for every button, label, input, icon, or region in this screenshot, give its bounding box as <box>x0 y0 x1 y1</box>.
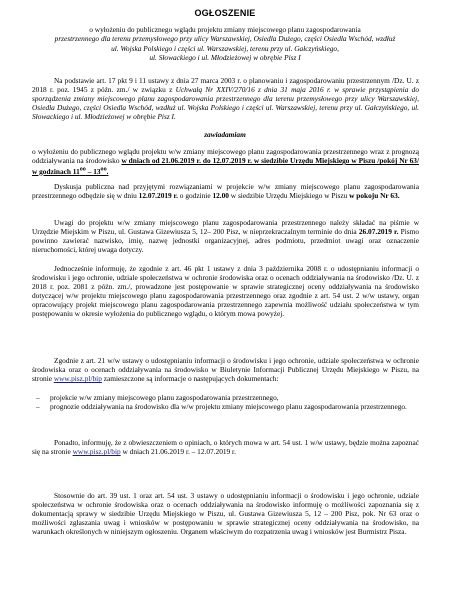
opinions-bip-link[interactable]: www.pisz.pl/bip <box>72 447 121 457</box>
debate-text-1: Dyskusja publiczna nad przyjętymi rozwiązaniami w projekcie w/w zmiany miejscowego planu zagospodarowania przestrzennego odbędzie się w dniu <box>32 182 419 201</box>
list-item-text: prognozie oddziaływania na środowisko dla w/w projektu zmiany miejscowego planu zagospodarowania przestrzennego. <box>50 402 407 412</box>
bip-info-paragraph <box>32 356 419 383</box>
comments-text-2: Pismo powinno zawierać nazwisko, imię, nazwę jednostki organizacyjnej, adres podmiotu, przedmiot uwagi oraz oznaczenie nieruchomości, której uwaga dotyczy. <box>32 227 419 255</box>
public-debate-paragraph <box>32 182 419 200</box>
debate-date: 12.07.2019 r. <box>138 191 178 201</box>
exhibition-hour-end-sup: oo <box>100 166 107 173</box>
document-subject <box>38 25 412 63</box>
bip-link[interactable]: www.pisz.pl/bip <box>53 374 102 384</box>
list-dash: – <box>36 402 40 412</box>
exhibition-dates-text: w dniach od 21.06.2019 r. do 12.07.2019 r. w siedzibie Urzędu Miejskiego w Piszu /pokój Nr 63/ w godzinach 11 <box>32 156 419 176</box>
resolution-reference: Uchwałą Nr XXIV/270/16 z dnia 31 maja 2016 r. w sprawie przystąpienia do sporządzenia zmiany miejscowego planu zagospodarowania przestrzennego dla terenu przemysłowego przy ulicy Warszawskiej, Osiedla Dużego, części Osiedla Wschód, wzdłuż ul. Wojska Polskiego i części ul. Warszawskiej, terenu przy ul. Gałczyńskiego, ul. Słowackiego i ul. Młodzieżowej w obrębie Pisz I. <box>32 85 419 122</box>
list-item <box>36 402 419 411</box>
subject-line-2: przestrzennego dla terenu przemysłowego przy ulicy Warszawskiej, Osiedla Dużego, części Osiedla Wschód, wzdłuż <box>54 34 396 44</box>
exhibition-hour-sep: – 13 <box>85 166 101 176</box>
document-title: OGŁOSZENIE <box>194 8 256 18</box>
legal-basis-paragraph <box>32 76 419 121</box>
debate-room: w pokoju Nr 63. <box>349 191 400 201</box>
list-item-text: projekcie w/w zmiany miejscowego planu zagospodarowania przestrzennego, <box>50 393 279 402</box>
opinions-text-1: Ponadto, informuję, że z obwieszczeniem o opiniach, o których mowa w art. 54 ust. 1 w/w ustawy, będzie można zapoznać się na stronie <box>32 438 419 457</box>
bip-info-text-1: Zgodnie z art. 21 w/w ustawy o udostępnianiu informacji o środowisku i jego ochronie, udziale społeczeństwa w ochronie środowiska oraz o ocenach oddziaływania na środowisko w Biuletynie Informacji Publicznej Urzędu Miejskiego w Piszu, na stronie <box>32 356 419 384</box>
exhibition-hour-start-sup: oo <box>79 166 86 173</box>
bip-info-text-2: zamieszczone są informacje o następujących dokumentach: <box>101 374 279 384</box>
exhibition-paragraph <box>32 147 419 176</box>
debate-text-2: o godzinie <box>177 191 213 201</box>
comments-deadline: 26.07.2019 r. <box>358 227 399 237</box>
debate-time: 12.00 <box>212 191 229 201</box>
debate-text-3: w siedzibie Urzędu Miejskiego w Piszu <box>228 191 350 201</box>
exhibition-dates-end: . <box>106 166 109 176</box>
opinions-notice-paragraph <box>32 438 419 456</box>
list-dash: – <box>36 393 40 402</box>
subject-line-4: ul. Słowackiego i ul. Młodzieżowej w obrębie Pisz I <box>149 53 301 63</box>
subject-line-1: o wyłożeniu do publicznego wglądu projektu zmiany miejscowego planu zagospodarowania <box>89 25 361 34</box>
list-item <box>36 393 419 402</box>
subject-line-3: ul. Wojska Polskiego i części ul. Warszawskiej, terenu przy ul. Gałczyńskiego, <box>111 43 339 53</box>
exhibition-text: o wyłożeniu do publicznego wglądu projektu w/w zmiany miejscowego planu zagospodarowania przestrzennego wraz z prognozą oddziaływania na środowisko <box>32 147 419 166</box>
final-text: Stosownie do art. 39 ust. 1 oraz art. 54 ust. 3 ustawy o udostępnianiu informacji o środowisku i jego ochronie, udziale społeczeństwa w ochronie środowiska oraz o ocenach oddziaływania na środowisko informuję o możliwości zapoznania się z dokumentacją sprawy w siedzibie Urzędu Miejskiego w Piszu, ul. Gustawa Gizewiusza 5, 12 – 200 Pisz, pok. Nr 63 oraz o możliwości zgłaszania uwag i wniosków w postępowaniu w sprawie strategicznej oceny oddziaływania na środowisko, na warunkach określonych w niniejszym ogłoszeniu. Organem właściwym do rozpatrzenia uwag i wniosków jest Burmistrz Pisza. <box>32 491 419 537</box>
opinions-text-2: w dniach 21.06.2019 r. – 12.07.2019 r. <box>120 447 236 457</box>
environmental-assessment-paragraph <box>32 264 419 319</box>
comments-paragraph <box>32 218 419 254</box>
final-paragraph <box>32 491 419 536</box>
comments-text-1: Uwagi do projektu w/w zmiany miejscowego planu zagospodarowania przestrzennego należy składać na piśmie w Urzędzie Miejskim w Piszu, ul. Gustawa Gizewiusza 5, 12– 200 Pisz, w nieprzekraczalnym terminie do dnia <box>32 218 419 237</box>
announcement-heading: zawiadamiam <box>204 130 246 139</box>
legal-basis-text: Na podstawie art. 17 pkt 9 i 11 ustawy z dnia 27 marca 2003 r. o planowaniu i zagospodarowaniu przestrzennym /Dz. U. z 2018 r. poz. 1945 z późn. zm./ w związku z <box>32 76 419 95</box>
documents-list <box>36 393 419 411</box>
environmental-assessment-text: Jednocześnie informuję, że zgodnie z art. 46 pkt 1 ustawy z dnia 3 października 2008 r. o udostępnianiu informacji o środowisku i jego ochronie, udziale społeczeństwa w ochronie środowiska oraz o ocenach oddziaływania na środowisko /Dz. U. z 2018 r. poz. 2081 z późn. zm./, prowadzone jest postępowanie w sprawie strategicznej oceny oddziaływania na środowisko dotyczącej w/w projektu miejscowego planu zagospodarowania przestrzennego oraz zgodnie z art. 54 ust. 2 w/w ustawy, organ opracowujący projekt miejscowego planu zagospodarowania przestrzennego zapewnia możliwość udziału społeczeństwa w tym postępowaniu w okresie wyłożenia do publicznego wglądu, o którym mowa powyżej. <box>32 264 419 319</box>
